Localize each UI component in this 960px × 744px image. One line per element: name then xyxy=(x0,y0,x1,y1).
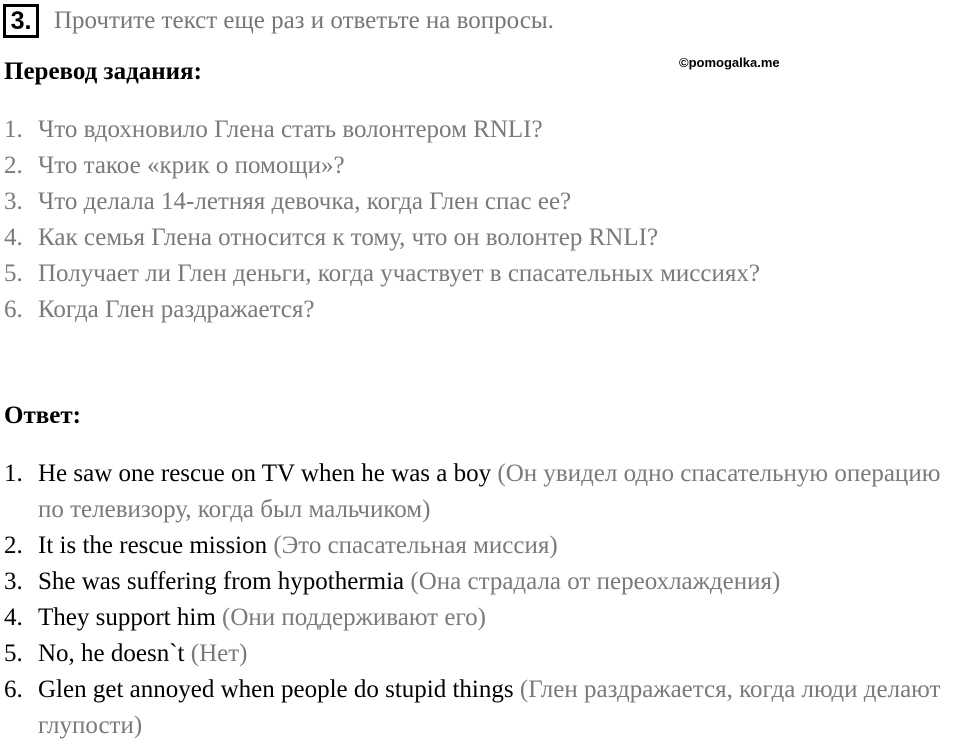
answer-list xyxy=(4,456,954,744)
question-list xyxy=(4,112,760,328)
answer-body xyxy=(38,564,954,600)
question-number: 3. xyxy=(4,188,23,215)
answer-russian: (Он увидел одно спасательную операцию по телевизору, когда был мальчиком) xyxy=(38,460,941,523)
answer-item xyxy=(4,528,954,564)
answer-english: It is the rescue mission xyxy=(38,532,268,559)
question-item xyxy=(4,256,760,292)
answer-english: No, he doesn`t xyxy=(38,640,185,667)
question-text: Что вдохновило Глена стать волонтером RNLI? xyxy=(38,116,543,143)
question-item xyxy=(4,220,760,256)
question-item xyxy=(4,184,760,220)
question-text: Получает ли Глен деньги, когда участвует в спасательных миссиях? xyxy=(38,260,760,287)
question-number: 5. xyxy=(4,260,23,287)
question-text: Как семья Глена относится к тому, что он волонтер RNLI? xyxy=(38,224,659,251)
answer-number: 2. xyxy=(4,532,23,559)
question-text: Когда Глен раздражается? xyxy=(38,296,315,323)
answer-body xyxy=(38,456,954,528)
answer-item xyxy=(4,672,954,744)
answer-body xyxy=(38,600,954,636)
translation-heading: Перевод задания: xyxy=(4,58,202,85)
answer-body xyxy=(38,528,954,564)
answer-body xyxy=(38,672,954,744)
question-number: 6. xyxy=(4,296,23,323)
answer-english: She was suffering from hypothermia xyxy=(38,568,405,595)
question-number: 4. xyxy=(4,224,23,251)
answer-number: 3. xyxy=(4,568,23,595)
question-text: Что такое «крик о помощи»? xyxy=(38,152,345,179)
answer-number: 5. xyxy=(4,640,23,667)
question-item xyxy=(4,292,760,328)
answer-russian: (Нет) xyxy=(190,640,248,667)
answer-number: 6. xyxy=(4,676,23,703)
answer-russian: (Они поддерживают его) xyxy=(222,604,486,631)
answer-body xyxy=(38,636,954,672)
answer-item xyxy=(4,456,954,528)
answer-heading: Ответ: xyxy=(4,402,81,429)
task-header xyxy=(3,3,554,39)
question-text: Что делала 14-летняя девочка, когда Глен спас ее? xyxy=(38,188,572,215)
answer-number: 1. xyxy=(4,460,23,487)
answer-item xyxy=(4,636,954,672)
answer-russian: (Это спасательная миссия) xyxy=(273,532,558,559)
watermark: ©pomogalka.me xyxy=(679,55,780,70)
answer-english: Glen get annoyed when people do stupid things xyxy=(38,676,514,703)
question-item xyxy=(4,148,760,184)
task-number-badge: 3. xyxy=(3,4,39,38)
answer-number: 4. xyxy=(4,604,23,631)
answer-item xyxy=(4,600,954,636)
question-number: 2. xyxy=(4,152,23,179)
answer-english: They support him xyxy=(38,604,216,631)
answer-item xyxy=(4,564,954,600)
answer-russian: (Она страдала от переохлаждения) xyxy=(410,568,781,595)
question-number: 1. xyxy=(4,116,23,143)
question-item xyxy=(4,112,760,148)
answer-russian: (Глен раздражается, когда люди делают глупости) xyxy=(38,676,941,739)
task-prompt: Прочтите текст еще раз и ответьте на вопросы. xyxy=(54,7,554,34)
answer-english: He saw one rescue on TV when he was a boy xyxy=(38,460,492,487)
